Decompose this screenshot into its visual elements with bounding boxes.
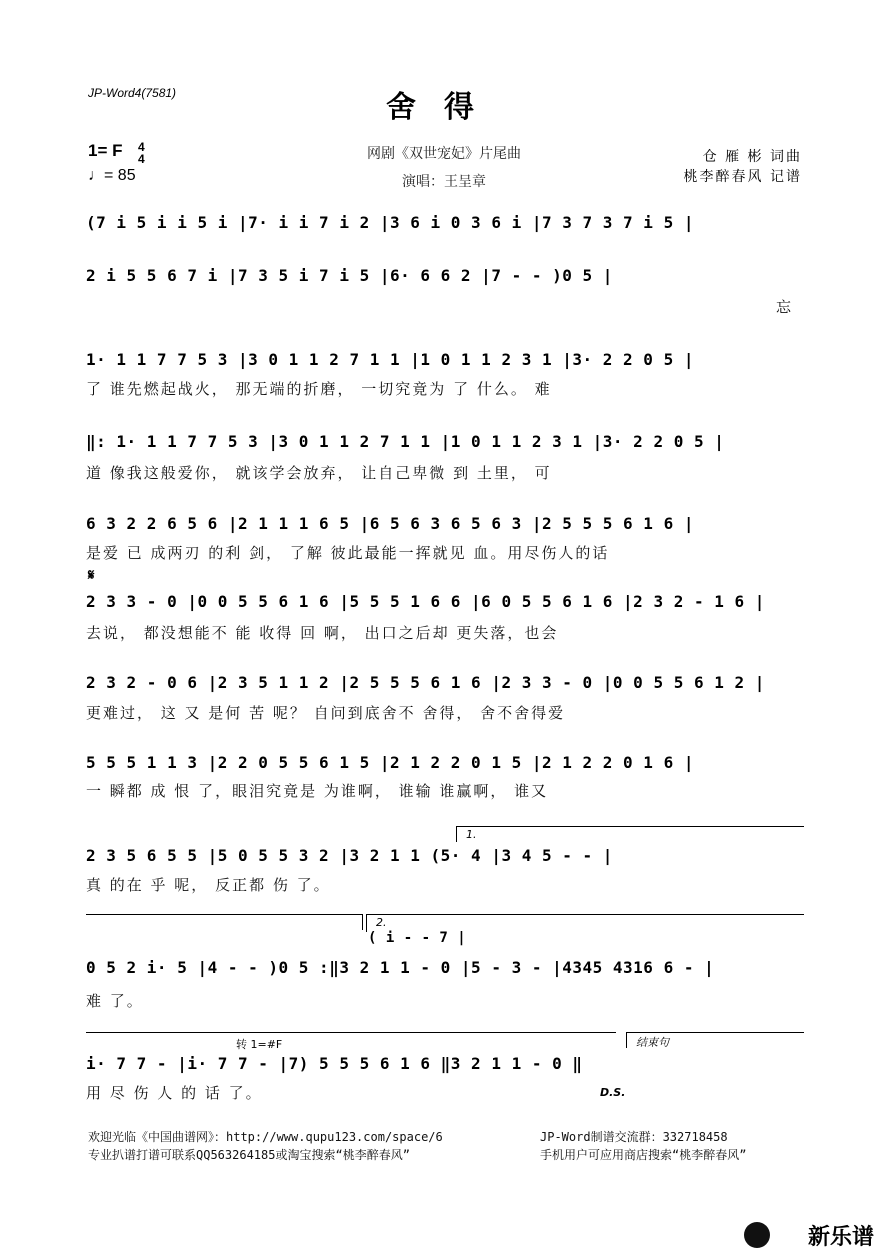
system-11-notes: i· 7 7 - |i· 7 7 - |7) 5 5 5 6 1 6 ‖3 2 1 1 - 0 ‖ [86,1054,583,1073]
logo-icon [744,1222,770,1248]
system-5-lyrics: 是爱 已 成两刃 的利 剑， 了解 彼此最能一挥就见 血。用尽伤人的话 [86,544,610,562]
system-4-lyrics: 道 像我这般爱你， 就该学会放弃， 让自己卑微 到 土里， 可 [86,464,552,482]
ds-marking: D.S. [600,1086,626,1099]
tempo-marking: ♩= 85 [88,167,136,184]
software-label: JP-Word4(7581) [88,86,177,100]
system-1-notes: (7 i 5 i i 5 i |7· i i 7 i 2 |3 6 i 0 3 6 i |7 3 7 3 7 i 5 | [86,213,694,232]
volta-2-upper-notes: ( i - - 7 | [368,930,467,946]
logo-text: 新乐谱 [807,1225,874,1250]
footer-website: 欢迎光临《中国曲谱网》：http://www.qupu123.com/space/6 [88,1130,443,1144]
volta-2-bracket [366,914,804,915]
system-10-lyrics: 难 了。 [86,992,144,1010]
system-9-lyrics: 真 的在 乎 呢， 反正都 伤 了。 [86,876,331,894]
system-7-notes: 2 3 2 - 0 6 |2 3 5 1 1 2 |2 5 5 5 6 1 6 |2 3 3 - 0 |0 0 5 5 6 1 2 | [86,673,765,692]
system-4-notes: ‖: 1· 1 1 7 7 5 3 |3 0 1 1 2 7 1 1 |1 0 1 1 2 3 1 |3· 2 2 0 5 | [86,432,725,451]
singer-credit: 演唱：王呈章 [402,174,486,190]
modulation-mark: 转 1=#F [236,1038,283,1051]
time-denominator: 4 [138,152,145,166]
system-8-lyrics: 一 瞬都 成 恨 了，眼泪究竟是 为谁啊， 谁输 谁赢啊， 谁又 [86,782,549,800]
system-5-notes: 6 3 2 2 6 5 6 |2 1 1 1 6 5 |6 5 6 3 6 5 6 3 |2 5 5 5 6 1 6 | [86,514,694,533]
system-10-notes: 0 5 2 i· 5 |4 - - )0 5 :‖3 2 1 1 - 0 |5 - 3 - |4345 4316 6 - | [86,958,715,977]
system-3-lyrics: 了 谁先燃起战火， 那无端的折磨， 一切究竟为 了 什么。 难 [86,380,552,398]
system-7-lyrics: 更难过， 这 又 是何 苦 呢？ 自问到底舍不 舍得， 舍不舍得爱 [86,704,566,722]
ending-label: 结束句 [636,1036,669,1049]
footer-contact: 专业扒谱打谱可联系QQ563264185或淘宝搜索“桃李醉春风” [88,1148,410,1162]
time-numerator: 4 [138,140,145,154]
system-6-notes: 2 3 3 - 0 |0 0 5 5 6 1 6 |5 5 5 1 6 6 |6 0 5 5 6 1 6 |2 3 2 - 1 6 | [86,592,765,611]
transcriber-credit: 桃李醉春风 记谱 [683,169,802,185]
key-signature: 1= F [88,141,123,160]
system-6-lyrics: 去说， 都没想能不 能 收得 回 啊， 出口之后却 更失落，也会 [86,624,559,642]
footer-group: JP-Word制谱交流群：332718458 [540,1130,728,1144]
system-3-notes: 1· 1 1 7 7 5 3 |3 0 1 1 2 7 1 1 |1 0 1 1 2 3 1 |3· 2 2 0 5 | [86,350,694,369]
ending-hook [626,1032,627,1048]
system-8-notes: 5 5 5 1 1 3 |2 2 0 5 5 6 1 5 |2 1 2 2 0 1 5 |2 1 2 2 0 1 6 | [86,753,694,772]
song-subtitle: 网剧《双世宠妃》片尾曲 [367,146,521,162]
volta-2-label: 2. [376,916,387,929]
continuation-hook [362,914,363,930]
continuation-line [86,914,362,915]
final-line-top [86,1032,616,1033]
lyricist-credit: 仓 雁 彬 词曲 [702,149,802,165]
system-9-notes: 2 3 5 6 5 5 |5 0 5 5 3 2 |3 2 1 1 (5· 4 |3 4 5 - - | [86,846,613,865]
volta-2-hook [366,914,367,932]
ending-bracket [626,1032,804,1033]
volta-1-label: 1. [466,828,477,841]
song-title: 舍得 [386,90,502,125]
footer-app: 手机用户可应用商店搜索“桃李醉春风” [540,1148,747,1162]
time-signature [138,141,145,165]
system-11-lyrics: 用 尽 伤 人 的 话 了。 [86,1084,263,1102]
system-2-notes: 2 i 5 5 6 7 i |7 3 5 i 7 i 5 |6· 6 6 2 |7 - - )0 5 | [86,266,613,285]
volta-1-bracket [456,826,804,827]
system-2-lyrics: 忘 [776,298,794,316]
segno-sign: 𝄋 [88,566,95,584]
volta-1-hook [456,826,457,842]
